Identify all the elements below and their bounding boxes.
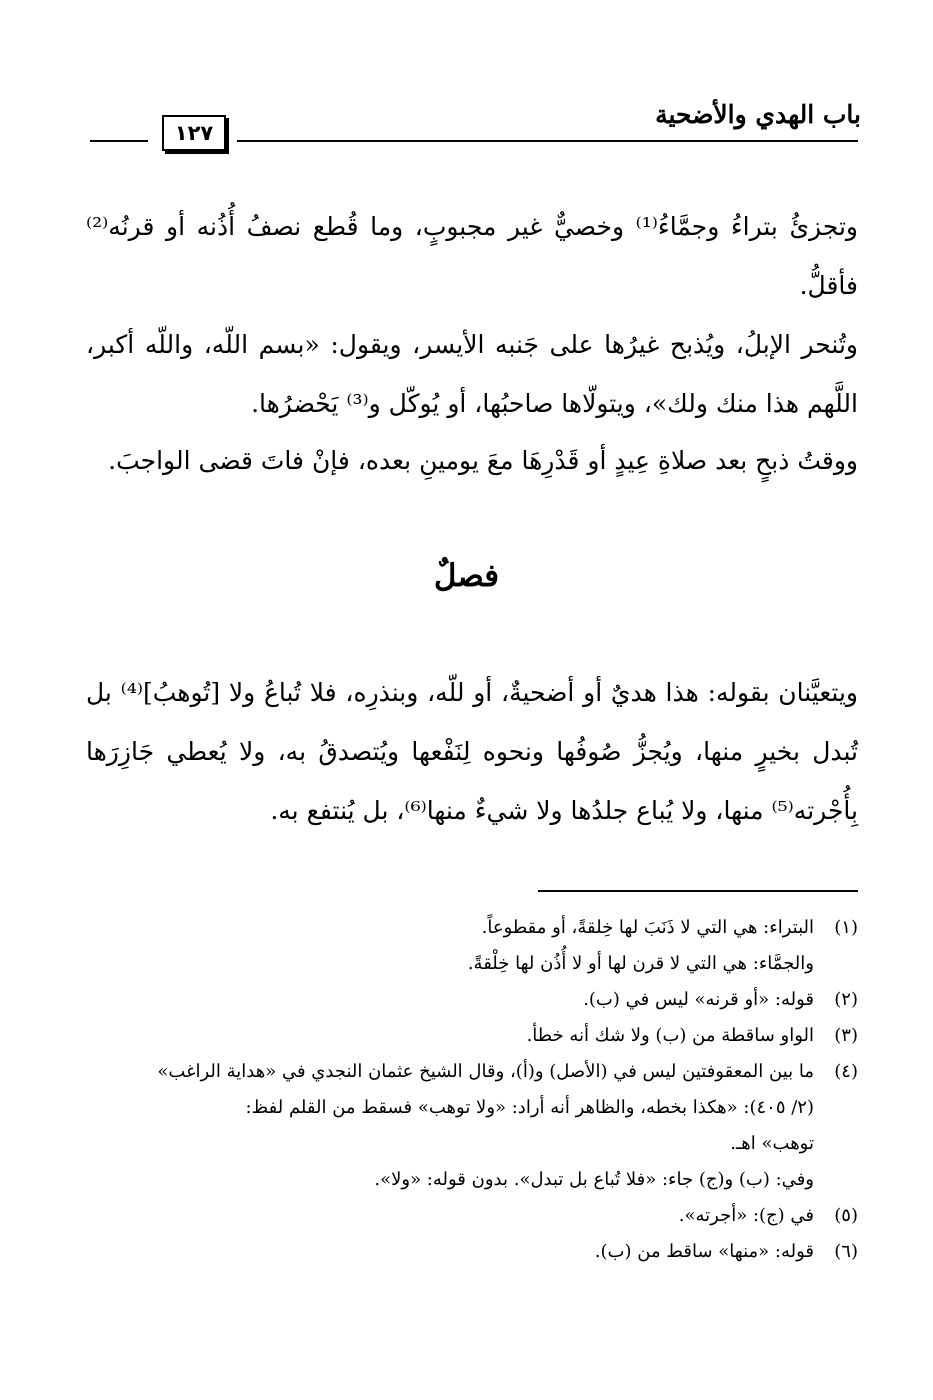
footnote-text: الواو ساقطة من (ب) ولا شك أنه خطأ. xyxy=(526,1025,814,1046)
header-rule-right xyxy=(237,140,858,142)
footnote-text: البتراء: هي التي لا ذَنَبَ لها خِلقةً، أو مقطوعاً. xyxy=(481,917,814,938)
footnote-1 xyxy=(86,910,858,982)
footnote-text: توهب» اهـ. xyxy=(730,1133,814,1154)
footnote-text: والجمَّاء: هي التي لا قرن لها أو لا أُذُن لها خِلْقةً. xyxy=(467,953,814,974)
footnote-4 xyxy=(86,1054,858,1198)
footnote-text: في (ج): «أجرته». xyxy=(678,1205,814,1226)
footnote-3 xyxy=(86,1018,858,1054)
footnote-separator xyxy=(538,890,858,892)
paragraph-1: وتجزئُ بتراءُ وجمَّاءُ⁽¹⁾ وخصيٌّ غير مجبوبٍ، وما قُطع نصفُ أُذُنه أو قرنُه⁽²⁾ فأقلُّ. xyxy=(86,212,859,300)
footnote-text: وفي: (ب) و(ج) جاء: «فلا تُباع بل تبدل». بدون قوله: «ولا». xyxy=(374,1169,814,1190)
paragraph-2: وتُنحر الإبلُ، ويُذبح غيرُها على جَنبه الأيسر، ويقول: «بسم اللّه، واللّه أكبر، اللَّهم هذا منك ولك»، ويتولّاها صاحبُها، أو يُوكّل و⁽³⁾ يَحْضرُها. xyxy=(86,330,858,418)
paragraph-4: ويتعيَّنان بقوله: هذا هديٌ أو أضحيةٌ، أو للّه، وبنذرِه، فلا تُباعُ ولا [تُوهبُ]⁽⁴⁾ بل تُبدل بخيرٍ منها، ويُجزُّ صُوفُها ونحوه لِنَفْعها ويُتصدقُ به، ولا يُعطي جَازِرَها بِأُجْرته⁽⁵⁾ منها، ولا يُباع جلدُها ولا شيءٌ منها⁽⁶⁾، بل يُنتفع به. xyxy=(86,678,858,825)
page-number: ١٢٧ xyxy=(162,115,226,151)
footnotes xyxy=(86,910,858,1270)
footnote-number: (٢) xyxy=(834,989,858,1010)
footnote-text: قوله: «منها» ساقط من (ب). xyxy=(594,1241,814,1262)
footnote-text: قوله: «أو قرنه» ليس في (ب). xyxy=(583,989,814,1010)
header-rule-left xyxy=(90,140,148,142)
footnote-6 xyxy=(86,1234,858,1270)
section-heading: فصلٌ xyxy=(433,558,500,594)
footnote-text: (٢/ ٤٠٥): «هكذا بخطه، والظاهر أنه أراد: «ولا توهب» فسقط من القلم لفظ: xyxy=(245,1097,814,1118)
footnote-2 xyxy=(86,982,858,1018)
footnote-number: (١) xyxy=(834,917,858,938)
footnote-number: (٤) xyxy=(834,1061,858,1082)
chapter-title: باب الهدي والأضحية xyxy=(655,100,861,129)
paragraph-3: ووقتُ ذبحٍ بعد صلاةِ عِيدٍ أو قَدْرِهَا معَ يومينِ بعده، فإنْ فاتَ قضى الواجبَ. xyxy=(108,446,858,475)
footnote-5 xyxy=(86,1198,858,1234)
footnote-text: ما بين المعقوفتين ليس في (الأصل) و(أ)، وقال الشيخ عثمان النجدي في «هداية الراغب» xyxy=(157,1061,814,1082)
footnote-number: (٣) xyxy=(834,1025,858,1046)
footnote-number: (٦) xyxy=(834,1241,858,1262)
footnote-number: (٥) xyxy=(834,1205,858,1226)
